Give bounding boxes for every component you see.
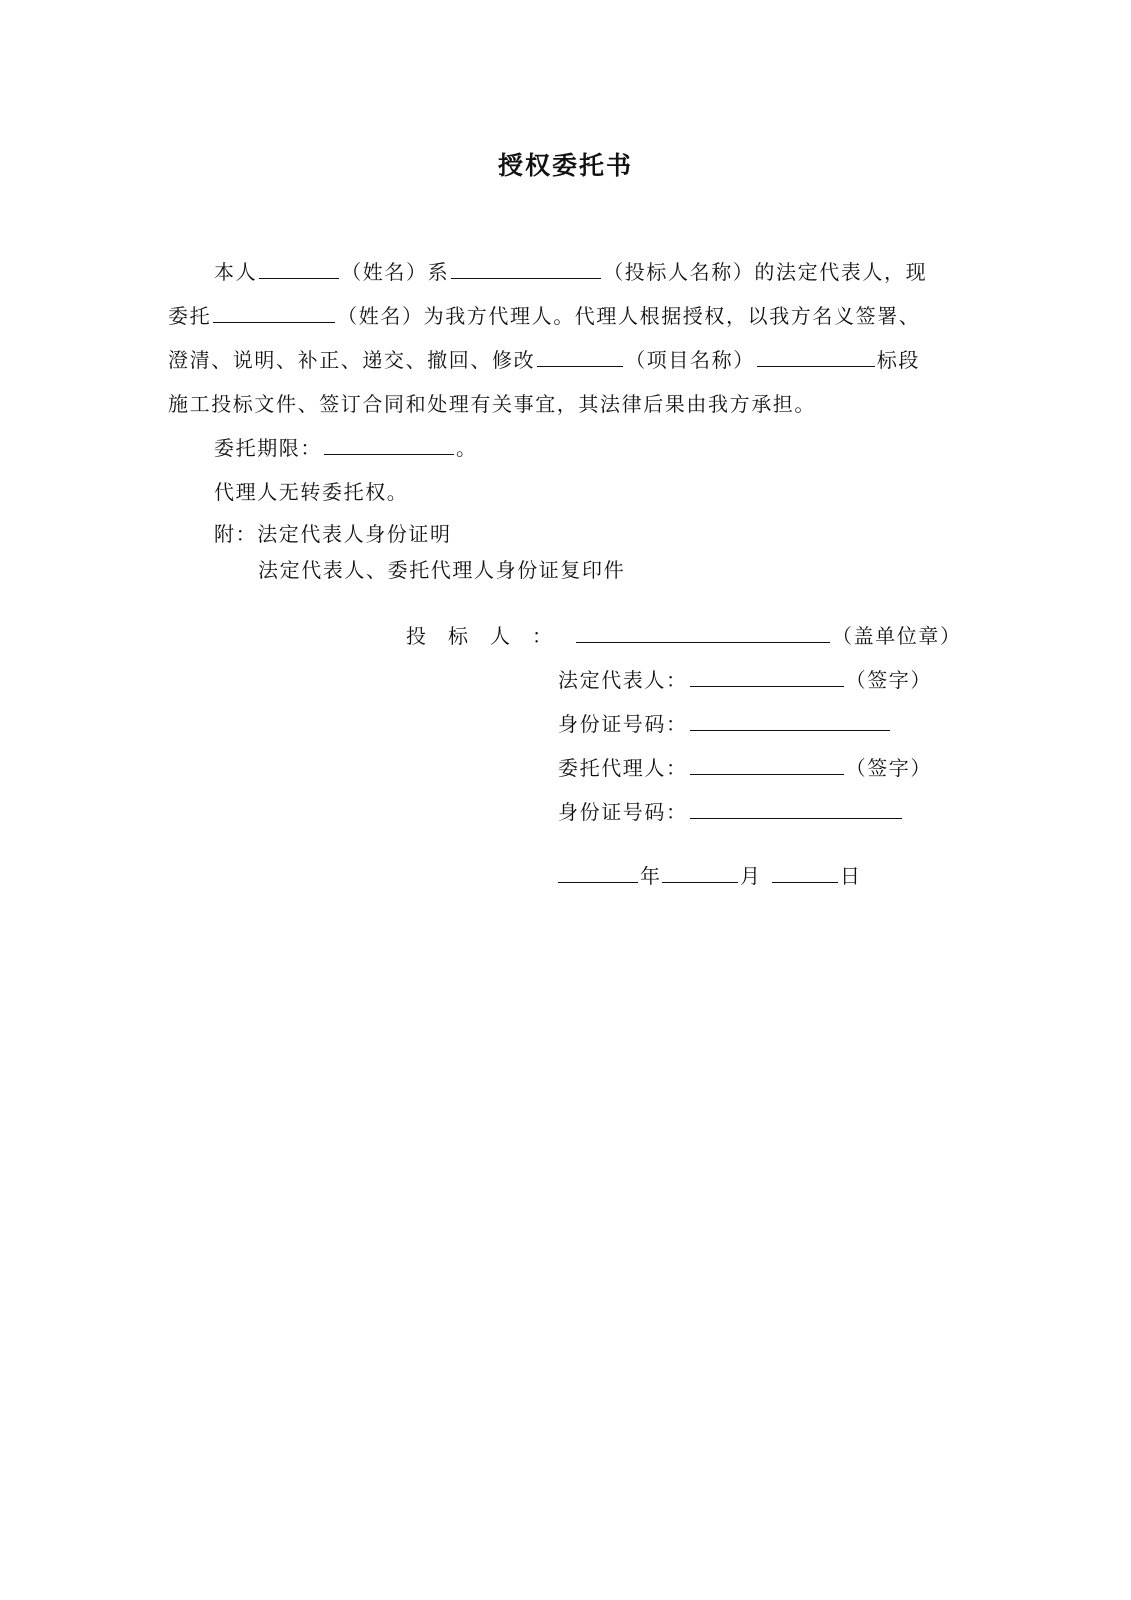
text-segment: 本人	[214, 260, 258, 284]
agent-id-line	[558, 798, 904, 826]
year-label: 年	[640, 864, 660, 888]
legal-rep-note: （签字）	[845, 668, 933, 692]
term-blank[interactable]	[324, 434, 454, 455]
bidder-note: （盖单位章）	[832, 624, 962, 648]
legal-rep-signature-blank[interactable]	[690, 666, 844, 687]
term-label: 委托期限：	[214, 436, 322, 460]
document-title: 授权委托书	[497, 151, 633, 180]
agent-name-blank[interactable]	[213, 302, 335, 323]
text-segment: 委托	[168, 304, 212, 328]
legal-rep-label: 法定代表人：	[558, 668, 688, 692]
agent-signature-blank[interactable]	[690, 754, 844, 775]
attachments-label: 附：	[214, 522, 258, 546]
text-segment: （项目名称）	[625, 348, 755, 372]
day-label: 日	[840, 864, 860, 888]
bidder-seal-blank[interactable]	[576, 622, 830, 643]
principal-name-blank[interactable]	[259, 258, 339, 279]
project-name-blank[interactable]	[537, 346, 623, 367]
month-label: 月	[740, 864, 760, 888]
attachment-item: 法定代表人身份证明	[257, 522, 452, 546]
legal-rep-id-label: 身份证号码：	[558, 712, 688, 736]
day-blank[interactable]	[772, 862, 838, 883]
paragraph-line-1	[214, 258, 927, 286]
attachment-item: 法定代表人、委托代理人身份证复印件	[258, 558, 626, 582]
paragraph-line-2	[168, 302, 920, 330]
term-suffix: 。	[456, 436, 478, 460]
attachments-line-1	[214, 520, 452, 548]
agent-id-label: 身份证号码：	[558, 800, 688, 824]
bidder-signature-line	[406, 622, 962, 650]
legal-rep-signature-line	[558, 666, 932, 694]
text-segment: （投标人名称）的法定代表人，现	[603, 260, 928, 284]
agent-id-blank[interactable]	[690, 798, 902, 819]
bidder-label: 投标人：	[406, 624, 574, 648]
text-segment: （姓名）为我方代理人。代理人根据授权，以我方名义签署、	[337, 304, 921, 328]
agent-note: （签字）	[845, 756, 933, 780]
agent-label: 委托代理人：	[558, 756, 688, 780]
legal-rep-id-blank[interactable]	[690, 710, 890, 731]
paragraph-line-3	[168, 346, 920, 374]
bidder-name-blank[interactable]	[451, 258, 601, 279]
term-line	[214, 434, 478, 462]
text-segment: 标段	[876, 348, 921, 372]
paragraph-line-4: 施工投标文件、签订合同和处理有关事宜，其法律后果由我方承担。	[168, 392, 816, 416]
text-segment: 澄清、说明、补正、递交、撤回、修改	[168, 348, 536, 372]
date-line	[556, 862, 860, 890]
no-transfer-line: 代理人无转委托权。	[214, 480, 409, 504]
text-segment: （姓名）系	[341, 260, 450, 284]
legal-rep-id-line	[558, 710, 892, 738]
lot-blank[interactable]	[757, 346, 875, 367]
agent-signature-line	[558, 754, 932, 782]
month-blank[interactable]	[662, 862, 738, 883]
year-blank[interactable]	[558, 862, 638, 883]
attachments-line-2	[258, 556, 625, 584]
